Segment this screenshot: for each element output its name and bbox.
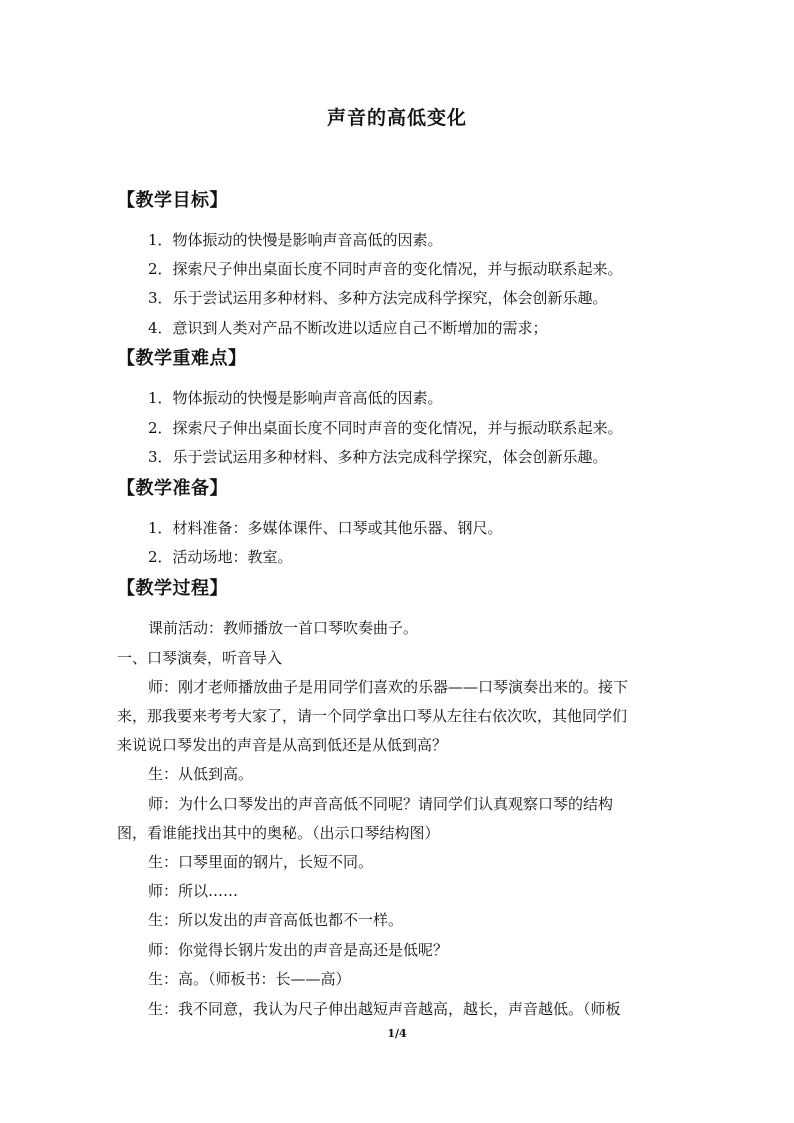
list-item: 1．材料准备：多媒体课件、口琴或其他乐器、钢尺。 — [148, 519, 503, 537]
paragraph-line: 师：刚才老师播放曲子是用同学们喜欢的乐器——口琴演奏出来的。接下 — [148, 678, 629, 696]
paragraph-line: 师：你觉得长钢片发出的声音是高还是低呢？ — [148, 941, 449, 959]
paragraph-line: 师：所以…… — [148, 882, 239, 900]
paragraph-line: 一、口琴演奏，听音导入 — [117, 649, 283, 667]
list-item: 2．探索尺子伸出桌面长度不同时声音的变化情况，并与振动联系起来。 — [148, 260, 623, 278]
section-heading-key-points: 【教学重难点】 — [117, 348, 247, 369]
paragraph-line: 生：高。（师板书：长——高） — [148, 970, 351, 988]
list-item: 4．意识到人类对产品不断改进以适应自己不断增加的需求； — [148, 319, 548, 337]
paragraph-line: 生：从低到高。 — [148, 765, 254, 783]
paragraph-line: 生：所以发出的声音高低也都不一样。 — [148, 911, 404, 929]
paragraph-line: 来，那我要来考考大家了，请一个同学拿出口琴从左往右依次吹，其他同学们 — [117, 707, 628, 725]
paragraph-line: 师：为什么口琴发出的声音高低不同呢？请同学们认真观察口琴的结构 — [148, 795, 614, 813]
paragraph-line: 课前活动：教师播放一首口琴吹奏曲子。 — [148, 619, 419, 637]
list-item: 3．乐于尝试运用多种材料、多种方法完成科学探究，体会创新乐趣。 — [148, 289, 608, 307]
paragraph-line: 生：口琴里面的钢片，长短不同。 — [148, 853, 374, 871]
paragraph-line: 图，看谁能找出其中的奥秘。（出示口琴结构图） — [117, 824, 440, 842]
paragraph-line: 生：我不同意，我认为尺子伸出越短声音越高，越长，声音越低。（师板 — [148, 1000, 621, 1018]
list-item: 1．物体振动的快慢是影响声音高低的因素。 — [148, 231, 443, 249]
paragraph-line: 来说说口琴发出的声音是从高到低还是从低到高？ — [117, 736, 448, 754]
section-heading-process: 【教学过程】 — [117, 578, 228, 599]
list-item: 2．探索尺子伸出桌面长度不同时声音的变化情况，并与振动联系起来。 — [148, 419, 623, 437]
section-heading-preparation: 【教学准备】 — [117, 478, 228, 499]
section-heading-objectives: 【教学目标】 — [117, 190, 228, 211]
page-title: 声音的高低变化 — [326, 107, 467, 129]
list-item: 2．活动场地：教室。 — [148, 548, 293, 566]
page-number: 1/4 — [387, 1027, 407, 1040]
list-item: 1．物体振动的快慢是影响声音高低的因素。 — [148, 389, 443, 407]
list-item: 3．乐于尝试运用多种材料、多种方法完成科学探究，体会创新乐趣。 — [148, 448, 608, 466]
